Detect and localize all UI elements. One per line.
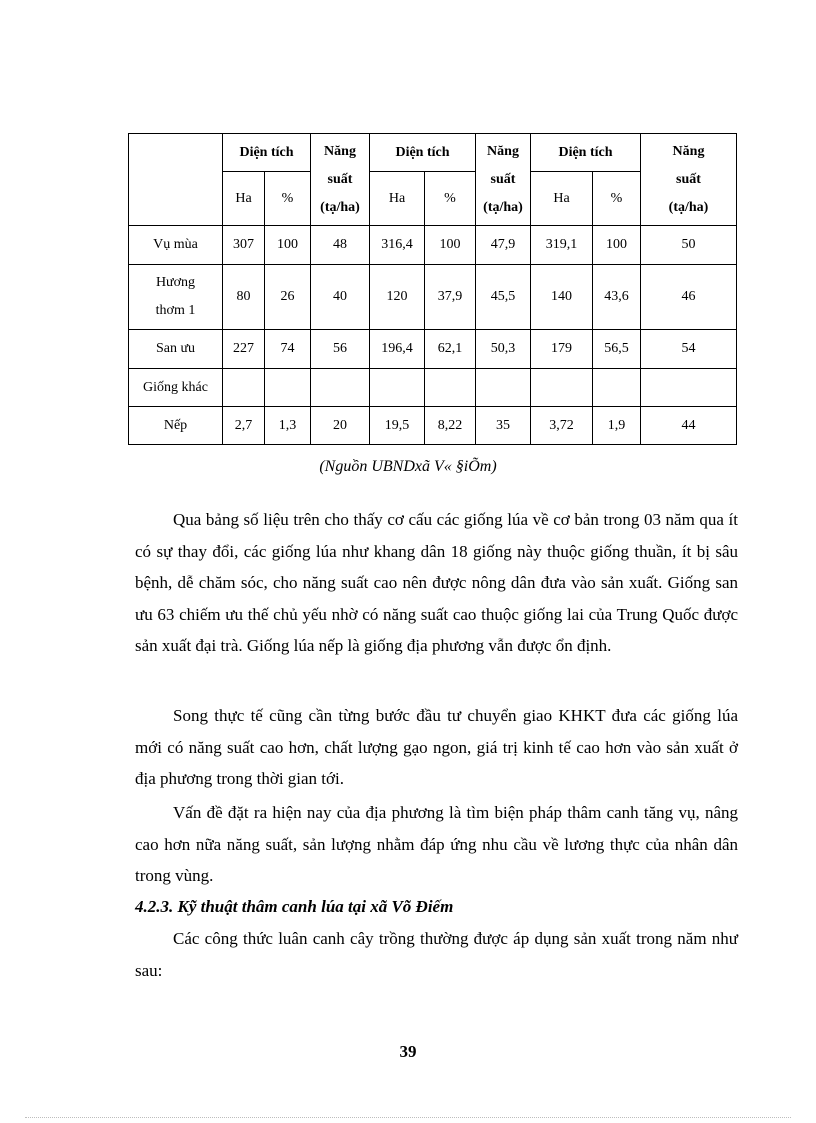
table-cell: 44 <box>641 407 737 445</box>
table-cell: 45,5 <box>476 265 531 330</box>
header-dien-tich-2: Diện tích <box>370 134 476 172</box>
header-dien-tich-1: Diện tích <box>223 134 311 172</box>
header-pct-3: % <box>593 172 641 226</box>
table-cell: 227 <box>223 330 265 369</box>
table-cell: 1,9 <box>593 407 641 445</box>
section-heading: 4.2.3. Kỹ thuật thâm canh lúa tại xã Võ Điếm <box>135 897 454 916</box>
rice-variety-table <box>128 133 737 445</box>
table-cell <box>425 369 476 407</box>
table-cell: 319,1 <box>531 226 593 265</box>
table-cell: 50,3 <box>476 330 531 369</box>
table-corner-cell <box>129 134 223 226</box>
table-cell: 179 <box>531 330 593 369</box>
table-cell: 74 <box>265 330 311 369</box>
table-cell: 8,22 <box>425 407 476 445</box>
header-ha-2: Ha <box>370 172 425 226</box>
table-cell: 50 <box>641 226 737 265</box>
table-cell: 56,5 <box>593 330 641 369</box>
page-number: 39 <box>399 1042 417 1061</box>
table-cell: 100 <box>593 226 641 265</box>
table-cell <box>641 369 737 407</box>
table-cell: 62,1 <box>425 330 476 369</box>
row-label: Vụ mùa <box>129 226 223 265</box>
header-pct-1: % <box>265 172 311 226</box>
table-cell: 196,4 <box>370 330 425 369</box>
table-cell: 316,4 <box>370 226 425 265</box>
paragraph-4: Các công thức luân canh cây trồng thường được áp dụng sản xuất trong năm như sau: <box>135 929 738 980</box>
row-label: Hương thơm 1 <box>129 265 223 330</box>
table-cell: 120 <box>370 265 425 330</box>
table-cell <box>476 369 531 407</box>
table-cell: 3,72 <box>531 407 593 445</box>
header-pct-2: % <box>425 172 476 226</box>
table-cell: 47,9 <box>476 226 531 265</box>
table-cell: 54 <box>641 330 737 369</box>
header-dien-tich-3: Diện tích <box>531 134 641 172</box>
row-label: Giống khác <box>129 369 223 407</box>
table-cell: 37,9 <box>425 265 476 330</box>
page-bottom-divider <box>25 1117 791 1118</box>
header-ha-1: Ha <box>223 172 265 226</box>
row-label: San ưu <box>129 330 223 369</box>
table-cell <box>593 369 641 407</box>
header-ha-3: Ha <box>531 172 593 226</box>
table-cell <box>265 369 311 407</box>
table-cell: 80 <box>223 265 265 330</box>
table-cell <box>311 369 370 407</box>
table-source-note: (Nguồn UBNDxã V« §iÕm) <box>319 458 497 475</box>
header-nang-suat-3: Năng suất (tạ/ha) <box>641 134 737 226</box>
table-cell: 2,7 <box>223 407 265 445</box>
table-cell: 1,3 <box>265 407 311 445</box>
table-cell: 140 <box>531 265 593 330</box>
table-cell: 19,5 <box>370 407 425 445</box>
header-nang-suat-2: Năng suất (tạ/ha) <box>476 134 531 226</box>
table-row <box>129 226 737 265</box>
table-cell: 100 <box>265 226 311 265</box>
table-row <box>129 265 737 330</box>
table-cell: 100 <box>425 226 476 265</box>
table-cell <box>370 369 425 407</box>
paragraph-2: Song thực tế cũng cần từng bước đầu tư chuyển giao KHKT đưa các giống lúa mới có năng suất cao hơn, chất lượng gạo ngon, giá trị kinh tế cao hơn vào sản xuất ở địa phương trong thời gian tới. <box>135 706 738 788</box>
table-cell: 40 <box>311 265 370 330</box>
paragraph-1: Qua bảng số liệu trên cho thấy cơ cấu các giống lúa về cơ bản trong 03 năm qua ít có sự thay đổi, các giống lúa như khang dân 18 giống này thuộc giống thuần, ít bị sâu bệnh, dễ chăm sóc, cho năng suất cao nên được nông dân đưa vào sản xuất. Giống san ưu 63 chiếm ưu thế chủ yếu nhờ có năng suất cao thuộc giống lai của Trung Quốc được sản xuất đại trà. Giống lúa nếp là giống địa phương vẫn được ổn định. <box>135 510 738 655</box>
table-cell: 56 <box>311 330 370 369</box>
table-row <box>129 369 737 407</box>
table-cell <box>531 369 593 407</box>
table-cell <box>223 369 265 407</box>
table-row <box>129 407 737 445</box>
table-cell: 26 <box>265 265 311 330</box>
table-cell: 307 <box>223 226 265 265</box>
table-cell: 20 <box>311 407 370 445</box>
row-label: Nếp <box>129 407 223 445</box>
table-row <box>129 330 737 369</box>
table-cell: 43,6 <box>593 265 641 330</box>
header-nang-suat-1: Năng suất (tạ/ha) <box>311 134 370 226</box>
table-cell: 46 <box>641 265 737 330</box>
paragraph-3: Vấn đề đặt ra hiện nay của địa phương là tìm biện pháp thâm canh tăng vụ, nâng cao hơn nữa năng suất, sản lượng nhằm đáp ứng nhu cầu về lương thực của nhân dân trong vùng. <box>135 803 738 885</box>
table-cell: 35 <box>476 407 531 445</box>
table-cell: 48 <box>311 226 370 265</box>
